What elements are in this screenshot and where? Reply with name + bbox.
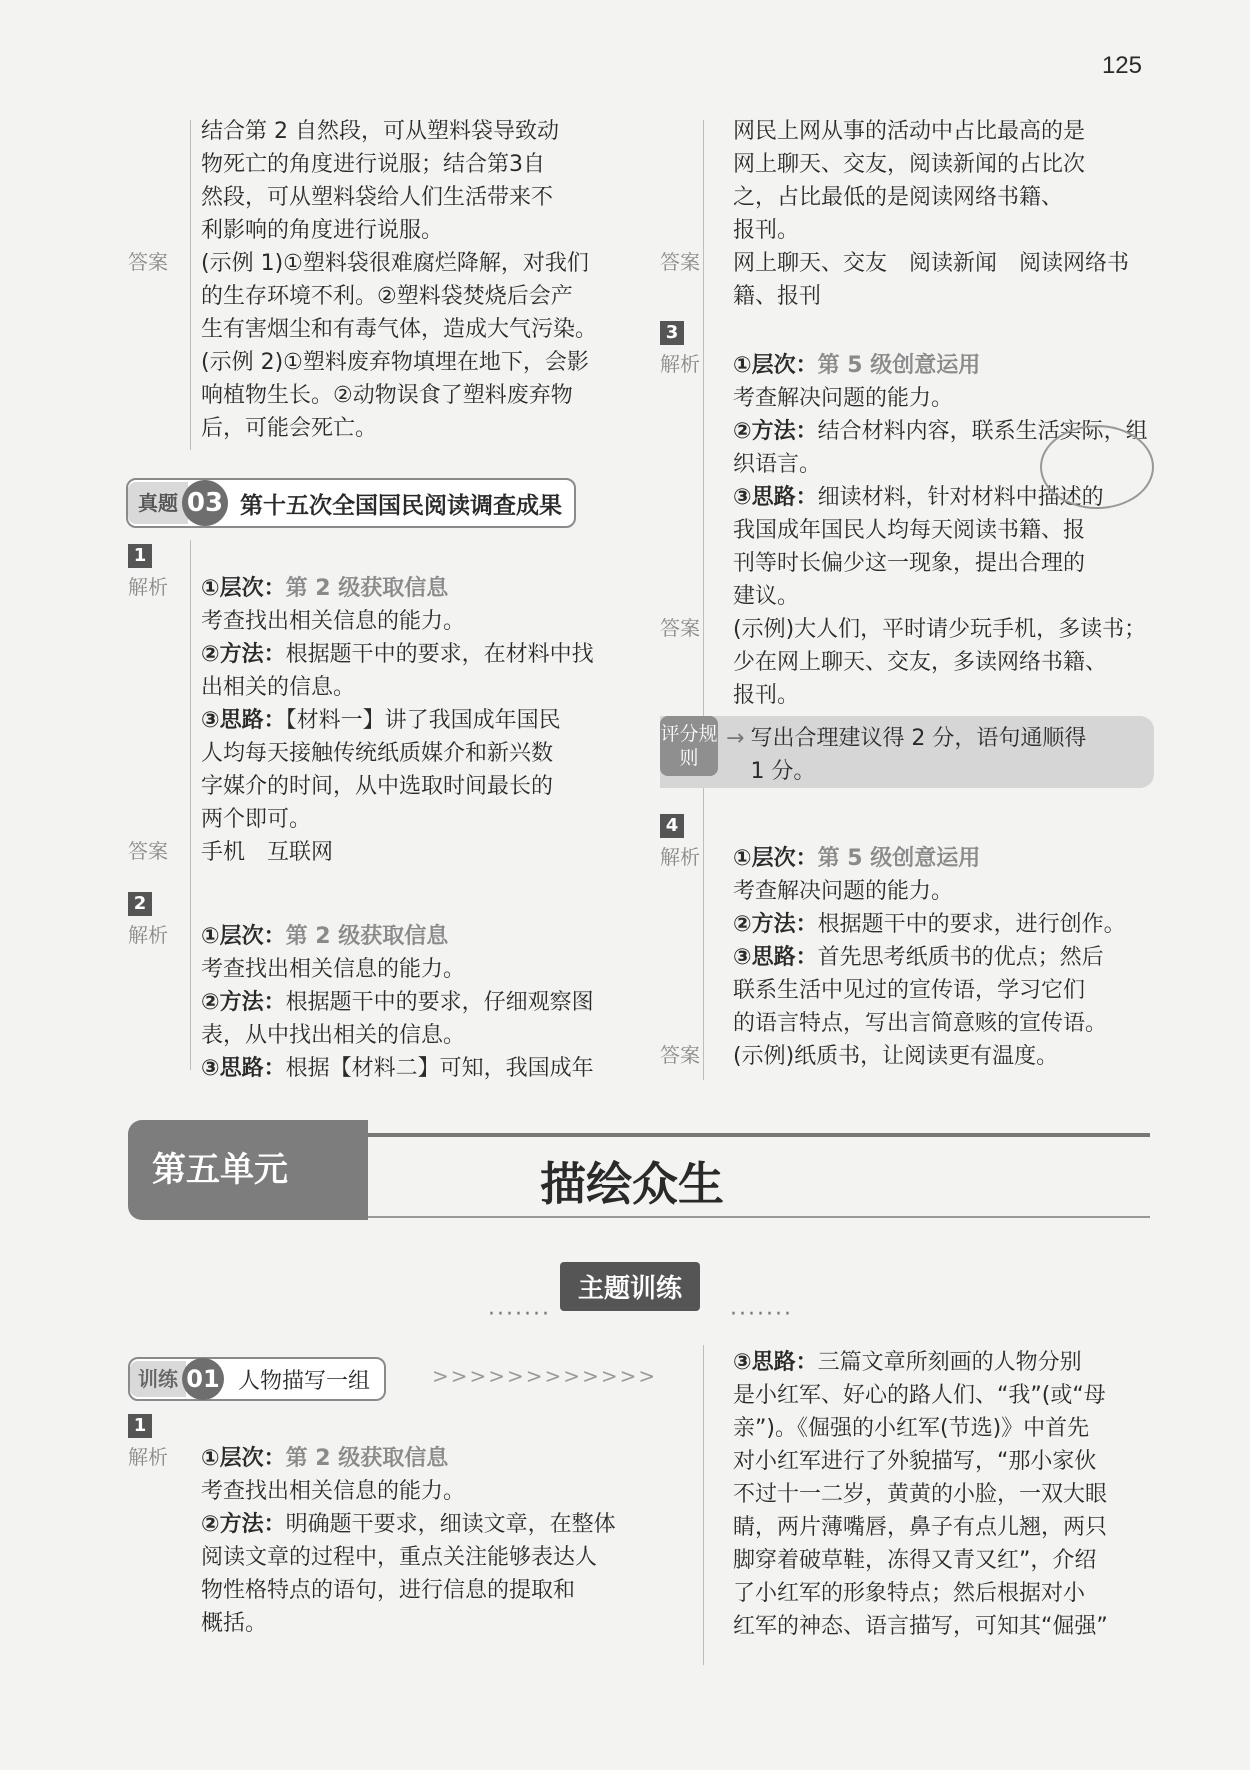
analysis-level [660, 349, 1160, 382]
method-text: 根据题干中的要求，进行创作。 [817, 912, 1126, 937]
answer-line: (示例)大人们，平时请少玩手机，多读书； [733, 617, 1147, 642]
scoring-rule-text [750, 716, 1086, 788]
level-desc: 考查找出相关信息的能力。 [201, 957, 466, 982]
answer-line: 生有害烟尘和有毒气体，造成大气污染。 [201, 317, 598, 342]
question-number: 1 [128, 544, 152, 568]
arrow-icon: → [726, 726, 745, 751]
idea-text: 脚穿着破草鞋，冻得又青又红”，介绍 [733, 1548, 1097, 1573]
method-text: 根据题干中的要求，仔细观察图 [285, 990, 594, 1015]
right-top-section [660, 115, 1160, 313]
method-text: 织语言。 [733, 452, 822, 477]
text-line: 结合第 2 自然段，可从塑料袋导致动 [201, 119, 559, 144]
answer-tag: 答案 [660, 252, 700, 274]
level-value: 第 5 级创意运用 [817, 353, 981, 378]
answer-line: 后，可能会死亡。 [201, 416, 378, 441]
level-prefix: ①层次： [201, 576, 286, 601]
arrows-decoration: >>>>>>>>>>>> [432, 1364, 658, 1388]
method-line [128, 986, 608, 1019]
idea-text: 【材料一】讲了我国成年国民 [285, 708, 561, 733]
method-line [128, 1508, 616, 1541]
page-number: 125 [1101, 52, 1142, 79]
answer-block [660, 613, 1160, 646]
analysis-level [128, 572, 608, 605]
answer-line: 少在网上聊天、交友，多读网络书籍、 [733, 650, 1108, 675]
idea-text: 联系生活中见过的宣传语，学习它们 [733, 978, 1086, 1003]
left-top-section [128, 115, 608, 445]
method-prefix: ②方法： [201, 1512, 286, 1537]
text-line: 之，占比最低的是阅读网络书籍、 [733, 185, 1064, 210]
level-desc: 考查解决问题的能力。 [733, 879, 954, 904]
text-line: 然段，可从塑料袋给人们生活带来不 [201, 185, 554, 210]
level-desc: 考查找出相关信息的能力。 [201, 1479, 466, 1504]
idea-prefix: ③思路： [201, 1056, 286, 1081]
left-question-2 [128, 886, 608, 1085]
zhenti-header [126, 478, 576, 528]
level-value: 第 2 级获取信息 [285, 924, 449, 949]
idea-text: 两个即可。 [201, 807, 312, 832]
idea-prefix: ③思路： [733, 485, 818, 510]
answer-line: (示例 2)①塑料废弃物填埋在地下，会影 [201, 350, 589, 375]
question-number: 2 [128, 892, 152, 916]
idea-text: 字媒介的时间，从中选取时间最长的 [201, 774, 554, 799]
answer-text: 手机 互联网 [201, 840, 334, 865]
training-label: 训练 [130, 1361, 186, 1397]
right-question-4 [660, 808, 1160, 1073]
analysis-level [128, 920, 608, 953]
unit-title: 描绘众生 [540, 1157, 724, 1211]
bottom-right-analysis [660, 1346, 1160, 1643]
theme-title: 主题训练 [560, 1262, 700, 1311]
method-prefix: ②方法： [201, 642, 286, 667]
level-prefix: ①层次： [733, 846, 818, 871]
level-value: 第 5 级创意运用 [817, 846, 981, 871]
dots-decoration: ······· [730, 1302, 793, 1327]
scoring-rule-tag: 评分规则 [660, 716, 718, 776]
idea-prefix: ③思路： [201, 708, 286, 733]
idea-text: 睛，两片薄嘴唇，鼻子有点儿翘，两只 [733, 1515, 1108, 1540]
text-line: 利影响的角度进行说服。 [201, 218, 444, 243]
training-title: 人物描写一组 [238, 1368, 371, 1394]
right-question-3 [660, 315, 1160, 712]
scoring-rule-box [660, 716, 1154, 788]
method-text: 明确题干要求，细读文章，在整体 [285, 1512, 616, 1537]
zhenti-label: 真题 [128, 482, 188, 524]
level-desc: 考查解决问题的能力。 [733, 386, 954, 411]
analysis-level [128, 1442, 608, 1475]
answer-tag: 答案 [660, 618, 700, 640]
idea-text: 对小红军进行了外貌描写，“那小家伙 [733, 1449, 1097, 1474]
answer-block [128, 836, 608, 869]
idea-line [128, 1052, 608, 1085]
answer-tag: 答案 [660, 1045, 700, 1067]
method-prefix: ②方法： [733, 419, 818, 444]
rule-line: 写出合理建议得 2 分，语句通顺得 [750, 726, 1087, 751]
level-prefix: ①层次： [201, 924, 286, 949]
method-text: 结合材料内容，联系生活实际，组 [817, 419, 1148, 444]
level-prefix: ①层次： [733, 353, 818, 378]
dots-decoration: ······· [488, 1302, 551, 1327]
answer-line: (示例 1)①塑料袋很难腐烂降解，对我们 [201, 251, 589, 276]
idea-prefix: ③思路： [733, 1350, 818, 1375]
answer-text: (示例)纸质书，让阅读更有温度。 [733, 1044, 1059, 1069]
answer-line: 籍、报刊 [733, 284, 822, 309]
idea-line [660, 941, 1160, 974]
answer-line: 报刊。 [733, 683, 800, 708]
idea-prefix: ③思路： [733, 945, 818, 970]
method-text: 表，从中找出相关的信息。 [201, 1023, 466, 1048]
answer-line: 网上聊天、交友 阅读新闻 阅读网络书 [733, 251, 1130, 276]
answer-block [660, 1040, 1160, 1073]
idea-text: 根据【材料二】可知，我国成年 [285, 1056, 594, 1081]
method-text: 概括。 [201, 1611, 268, 1636]
answer-tag: 答案 [128, 841, 168, 863]
idea-text: 的语言特点，写出言简意赅的宣传语。 [733, 1011, 1108, 1036]
stamp-icon [1040, 425, 1154, 509]
idea-text: 三篇文章所刻画的人物分别 [817, 1350, 1082, 1375]
idea-text: 了小红军的形象特点；然后根据对小 [733, 1581, 1086, 1606]
question-number: 4 [660, 814, 684, 838]
analysis-tag: 解析 [128, 1447, 168, 1469]
method-prefix: ②方法： [733, 912, 818, 937]
method-text: 物性格特点的语句，进行信息的提取和 [201, 1578, 576, 1603]
method-text: 根据题干中的要求，在材料中找 [285, 642, 594, 667]
idea-text: 是小红军、好心的路人们、“我”(或“母 [733, 1383, 1106, 1408]
zhenti-number: 03 [182, 480, 228, 526]
idea-text: 建议。 [733, 584, 800, 609]
analysis-tag: 解析 [660, 847, 700, 869]
text-line: 物死亡的角度进行说服；结合第3自 [201, 152, 545, 177]
idea-text: 不过十一二岁，黄黄的小脸，一双大眼 [733, 1482, 1108, 1507]
text-line: 网民上网从事的活动中占比最高的是 [733, 119, 1086, 144]
text-line: 报刊。 [733, 218, 800, 243]
unit-label: 第五单元 [128, 1120, 368, 1220]
zhenti-title: 第十五次全国国民阅读调查成果 [240, 492, 562, 519]
analysis-tag: 解析 [128, 925, 168, 947]
left-question-1 [128, 538, 608, 869]
level-desc: 考查找出相关信息的能力。 [201, 609, 466, 634]
text-line: 网上聊天、交友，阅读新闻的占比次 [733, 152, 1086, 177]
idea-line [128, 704, 608, 737]
level-value: 第 2 级获取信息 [285, 576, 449, 601]
level-value: 第 2 级获取信息 [285, 1446, 449, 1471]
answer-block [128, 247, 608, 280]
analysis-tag: 解析 [660, 354, 700, 376]
idea-text: 刊等时长偏少这一现象，提出合理的 [733, 551, 1086, 576]
training-number: 01 [182, 1358, 224, 1400]
idea-text: 红军的神态、语言描写，可知其“倔强” [733, 1614, 1108, 1639]
answer-tag: 答案 [128, 252, 168, 274]
method-text: 出相关的信息。 [201, 675, 356, 700]
level-prefix: ①层次： [201, 1446, 286, 1471]
answer-line: 响植物生长。②动物误食了塑料废弃物 [201, 383, 573, 408]
bottom-left-question-1 [128, 1408, 616, 1640]
method-line [660, 908, 1160, 941]
training-header [128, 1357, 386, 1401]
analysis-level [660, 842, 1160, 875]
method-text: 阅读文章的过程中，重点关注能够表达人 [201, 1545, 598, 1570]
answer-block [660, 247, 1160, 280]
idea-line [660, 1346, 1160, 1379]
answer-line: 的生存环境不利。②塑料袋焚烧后会产 [201, 284, 573, 309]
idea-text: 亲”)。《倔强的小红军(节选)》中首先 [733, 1416, 1090, 1441]
question-number: 3 [660, 321, 684, 345]
idea-text: 我国成年国民人均每天阅读书籍、报 [733, 518, 1086, 543]
rule-line: 1 分。 [750, 759, 816, 784]
idea-text: 细读材料，针对材料中描述的 [817, 485, 1104, 510]
question-number: 1 [128, 1414, 152, 1438]
method-prefix: ②方法： [201, 990, 286, 1015]
method-line [128, 638, 608, 671]
idea-text: 首先思考纸质书的优点；然后 [817, 945, 1104, 970]
analysis-tag: 解析 [128, 577, 168, 599]
idea-text: 人均每天接触传统纸质媒介和新兴数 [201, 741, 554, 766]
